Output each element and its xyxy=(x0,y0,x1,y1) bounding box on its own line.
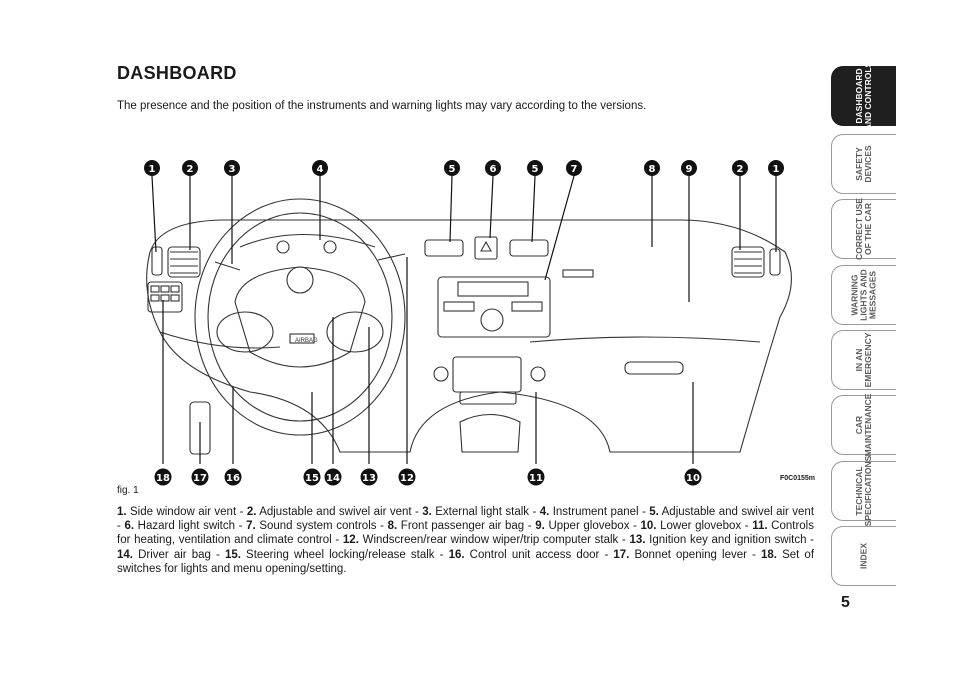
section-tab-label: TECHNICAL SPECIFICATIONS xyxy=(854,455,873,527)
figure-label: fig. 1 xyxy=(117,485,139,496)
svg-text:9: 9 xyxy=(685,164,693,175)
airbag-label: AIRBAG xyxy=(295,338,318,344)
svg-text:16: 16 xyxy=(226,473,240,484)
caption-item-number: 14. xyxy=(117,548,133,561)
page-title: DASHBOARD xyxy=(117,63,237,83)
caption-item-text: Ignition key and ignition switch - xyxy=(645,534,815,547)
callout-15 xyxy=(304,469,321,486)
caption-item-number: 3. xyxy=(422,506,432,518)
caption-item-text: Bonnet opening lever - xyxy=(629,548,761,561)
caption-item-text: Control unit access door - xyxy=(464,548,614,561)
section-tab-label: DASHBOARD AND CONTROLS xyxy=(854,61,873,131)
svg-text:4: 4 xyxy=(316,164,324,175)
caption-item-text: Set of switches for lights and menu opening/setting. xyxy=(117,548,815,575)
callout-9 xyxy=(681,160,697,176)
figure-code: F0C0155m xyxy=(780,475,816,482)
svg-text:1: 1 xyxy=(772,164,780,175)
section-tab-label: CAR MAINTENANCE xyxy=(854,393,873,457)
section-tab-2[interactable] xyxy=(831,199,896,259)
svg-text:8: 8 xyxy=(648,164,656,175)
svg-text:2: 2 xyxy=(186,164,194,175)
callout-2-right xyxy=(732,160,748,176)
caption-item-text: Instrument panel - xyxy=(549,506,650,518)
dashboard-figure xyxy=(120,152,820,492)
section-tab-label: INDEX xyxy=(858,543,869,569)
caption-item-number: 5. xyxy=(649,506,659,518)
callout-10 xyxy=(685,469,702,486)
figure-caption xyxy=(117,505,814,576)
page-number: 5 xyxy=(841,594,850,611)
svg-text:13: 13 xyxy=(362,473,376,484)
caption-item-number: 10. xyxy=(640,520,657,533)
section-tab-6[interactable] xyxy=(831,455,896,527)
caption-item-text: Side window air vent - xyxy=(126,506,247,518)
caption-item-number: 12. xyxy=(342,534,359,547)
callout-17 xyxy=(192,469,209,486)
section-tab-0[interactable] xyxy=(831,61,896,131)
svg-text:18: 18 xyxy=(156,473,170,484)
caption-item-number: 18. xyxy=(760,548,777,561)
caption-item-number: 17. xyxy=(613,548,630,561)
section-tab-5[interactable] xyxy=(831,395,896,455)
caption-item-text: Windscreen/rear window wiper/trip computer stalk - xyxy=(358,534,630,547)
caption-item-text: Adjustable and swivel air vent - xyxy=(256,506,423,518)
callout-4 xyxy=(312,160,328,176)
callout-13 xyxy=(361,469,378,486)
callout-6 xyxy=(485,160,501,176)
section-tab-label: WARNING LIGHTS AND MESSAGES xyxy=(849,269,878,321)
caption-item-text: Driver air bag - xyxy=(133,548,225,561)
callout-7 xyxy=(566,160,582,176)
svg-text:5: 5 xyxy=(448,164,456,175)
caption-item-number: 15. xyxy=(224,548,241,561)
svg-text:1: 1 xyxy=(148,164,156,175)
caption-item-number: 16. xyxy=(448,548,465,561)
svg-text:10: 10 xyxy=(686,473,700,484)
callout-8 xyxy=(644,160,660,176)
callout-1-top xyxy=(144,160,160,176)
svg-text:12: 12 xyxy=(400,473,414,484)
svg-text:11: 11 xyxy=(529,473,543,484)
section-tab-4[interactable] xyxy=(831,330,896,390)
caption-item-number: 8. xyxy=(387,520,398,533)
svg-text:5: 5 xyxy=(531,164,539,175)
section-tab-3[interactable] xyxy=(831,265,896,325)
caption-item-number: 1. xyxy=(117,506,127,518)
callout-3 xyxy=(224,160,240,176)
svg-text:2: 2 xyxy=(736,164,744,175)
caption-item-number: 4. xyxy=(539,506,550,518)
svg-text:15: 15 xyxy=(305,473,319,484)
caption-item-number: 9. xyxy=(535,520,545,533)
callout-11 xyxy=(528,469,545,486)
caption-item-text: Adjustable and swivel air vent - xyxy=(117,506,815,533)
caption-item-text: External light stalk - xyxy=(431,506,540,518)
section-tab-1[interactable] xyxy=(831,134,896,194)
callout-2-top xyxy=(182,160,198,176)
section-tab-label: SAFETY DEVICES xyxy=(854,145,873,183)
caption-item-number: 2. xyxy=(246,506,257,518)
svg-text:6: 6 xyxy=(489,164,497,175)
svg-text:7: 7 xyxy=(570,164,578,175)
caption-item-number: 11. xyxy=(752,520,768,533)
svg-text:3: 3 xyxy=(228,164,236,175)
callout-5-left xyxy=(444,160,460,176)
caption-item-text: Upper glovebox - xyxy=(544,520,641,533)
caption-item-number: 13. xyxy=(629,534,646,547)
callout-18 xyxy=(155,469,172,486)
caption-item-text: Front passenger air bag - xyxy=(397,520,536,533)
svg-text:17: 17 xyxy=(193,473,207,484)
caption-item-number: 7. xyxy=(246,520,256,533)
caption-item-text: Hazard light switch - xyxy=(134,520,247,533)
callout-5-right xyxy=(527,160,543,176)
callout-14 xyxy=(325,469,342,486)
callout-16 xyxy=(225,469,242,486)
caption-item-text: Steering wheel locking/release stalk - xyxy=(240,548,449,561)
intro-text: The presence and the position of the instruments and warning lights may vary according to the versions. xyxy=(117,100,647,112)
caption-item-text: Controls for heating, ventilation and climate control - xyxy=(117,520,814,547)
caption-item-text: Sound system controls - xyxy=(255,520,388,533)
section-tab-label: CORRECT USE OF THE CAR xyxy=(854,198,873,260)
svg-text:14: 14 xyxy=(326,473,340,484)
caption-item-number: 6. xyxy=(124,520,135,533)
callout-12 xyxy=(399,469,416,486)
section-tab-7[interactable] xyxy=(831,526,896,586)
caption-item-text: Lower glovebox - xyxy=(656,520,753,533)
section-tab-label: IN AN EMERGENCY xyxy=(854,332,873,388)
callout-1-right xyxy=(768,160,784,176)
